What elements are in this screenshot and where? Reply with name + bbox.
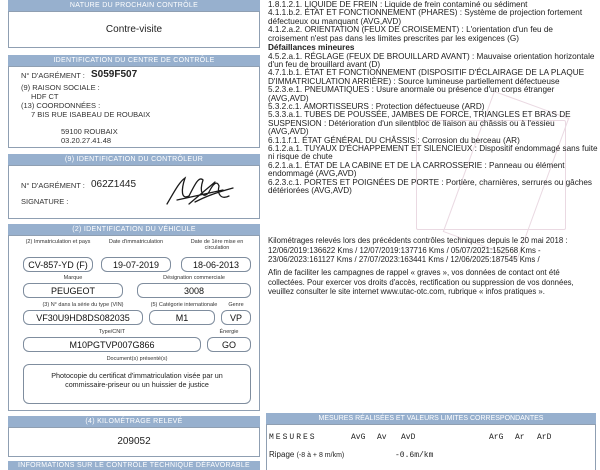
centre-raison-label: (9) RAISON SOCIALE : bbox=[21, 83, 100, 92]
controleur-signature-label: SIGNATURE : bbox=[21, 197, 69, 206]
info-line: Afin de faciliter les campagnes de rappel « graves », vos données de contact ont été bbox=[268, 268, 560, 277]
minor-title: Défaillances mineures bbox=[268, 43, 355, 52]
centre-city: 59100 ROUBAIX bbox=[61, 127, 118, 136]
ripage-label bbox=[269, 450, 344, 459]
defect-text: ÉTAT ET FONCTIONNEMENT (PHARES) : Système de projection fortement bbox=[304, 8, 583, 18]
col-ard: ArD bbox=[537, 433, 552, 442]
centre-agrement-value: S059F507 bbox=[91, 69, 138, 80]
centre-address: 7 BIS RUE ISABEAU DE ROUBAIX bbox=[31, 110, 151, 119]
defect-text: détériorées (AVG,AVD) bbox=[268, 185, 352, 195]
immat-field: CV-857-YD (F) bbox=[23, 257, 93, 272]
measures-title: MESURES bbox=[269, 433, 317, 442]
info-line: veuillez consulter le site internet www.utac-otc.com, rubrique « infos pratiques ». bbox=[268, 287, 545, 297]
categorie-field: M1 bbox=[149, 310, 215, 325]
km-value: 209052 bbox=[117, 436, 151, 447]
defect-code: 5.3.3.a.1. bbox=[268, 110, 303, 120]
defect-text: d'un feu de brouillard avant (D) bbox=[268, 59, 381, 69]
defect-text: défectueux ou manquant (AVG,AVD) bbox=[268, 16, 402, 26]
ripage-label-text: Ripage bbox=[269, 450, 295, 459]
col-av: Av bbox=[377, 433, 387, 442]
genre-field: VP bbox=[221, 310, 251, 325]
documents-label: Document(s) présenté(s) bbox=[106, 356, 168, 362]
info-paragraph bbox=[268, 268, 590, 297]
defect-text: TUYAUX D'ÉCHAPPEMENT ET SILENCIEUX : Dispositif endommagé sans fuite bbox=[304, 143, 598, 153]
defect-code: 6.2.3.c.1. bbox=[268, 177, 302, 187]
type-field: M10PGTVP007G866 bbox=[23, 337, 201, 352]
ripage-limits: (-8 à + 8 m/km) bbox=[296, 452, 345, 459]
vehicule-header: (2) IDENTIFICATION DU VÉHICULE bbox=[8, 224, 260, 235]
measures-header: MESURES RÉALISÉES ET VALEURS LIMITES CORRESPONDANTES bbox=[266, 413, 596, 424]
defect-text: SUSPENSION : Détérioration d'un silentbloc de liaison au châssis ou à l'essieu bbox=[268, 118, 555, 128]
defect-text: ÉTAT DE LA CABINE ET DE LA CARROSSERIE : Panneau ou élément bbox=[304, 160, 565, 170]
immat-label: (2) Immatriculation et pays bbox=[25, 239, 91, 245]
col-ar: Ar bbox=[515, 433, 525, 442]
col-avd: AvD bbox=[401, 433, 416, 442]
km-box bbox=[8, 427, 260, 457]
next-visit-value: Contre-visite bbox=[105, 24, 163, 35]
defect-text: D'IMMATRICULATION ARRIÈRE) : Source lumineuse partiellement défectueuse bbox=[268, 76, 560, 86]
defect-code: 1.8.1.2.1. bbox=[268, 0, 303, 9]
next-visit-header: NATURE DU PROCHAIN CONTRÔLE bbox=[8, 0, 260, 11]
defect-text: RÉGLAGE (FEUX DE BROUILLARD AVANT) : Mauvaise orientation horizontale bbox=[304, 51, 595, 61]
controleur-header: (9) IDENTIFICATION DU CONTRÔLEUR bbox=[8, 154, 260, 165]
defect-code: 6.1.2.a.1. bbox=[268, 143, 303, 153]
defect-code: 5.2.3.e.1. bbox=[268, 85, 303, 95]
defect-text: AMORTISSEURS : Protection défectueuse (ARD) bbox=[303, 101, 485, 111]
km-history bbox=[268, 236, 590, 265]
right-column bbox=[266, 0, 600, 470]
col-avg: AvG bbox=[351, 433, 366, 442]
energie-label: Énergie bbox=[219, 329, 239, 335]
measures-box bbox=[266, 424, 596, 470]
left-column bbox=[8, 0, 260, 470]
energie-field: GO bbox=[207, 337, 251, 352]
defect-text: ni risque de chute bbox=[268, 152, 333, 162]
defect-code: 6.1.1.f.1. bbox=[268, 135, 300, 145]
defect-text: ORIENTATION (FEUX DE CROISEMENT) : L'orientation d'un feu de bbox=[304, 25, 553, 35]
immat-date-label: Date d'immatriculation bbox=[108, 239, 164, 245]
defect-text: ÉTAT ET FONCTIONNEMENT (DISPOSITIF D'ÉCLAIRAGE DE LA PLAQUE bbox=[304, 68, 585, 78]
controleur-agrement-value: 062Z1445 bbox=[91, 179, 137, 190]
km-history-line: 23/06/2023:161127 Kms / 27/07/2023:163441 Kms / 12/06/2025:187545 Kms / bbox=[268, 255, 540, 265]
ripage-value: -0.6m/km bbox=[395, 451, 434, 460]
defect-text: (AVG,AVD) bbox=[268, 127, 309, 137]
centre-header: IDENTIFICATION DU CENTRE DE CONTRÔLE bbox=[8, 55, 260, 66]
defect-text: endommagé (AVG,AVD) bbox=[268, 169, 357, 179]
documents-field: Photocopie du certificat d'immatriculation visée par un commissaire-priseur ou un huissier de justice bbox=[23, 364, 251, 404]
immat-date-field: 19-07-2019 bbox=[101, 257, 171, 272]
vehicule-box bbox=[8, 235, 260, 411]
defect-text: PORTES ET POIGNÉES DE PORTE : Portière, charnières, serrures ou gâches bbox=[303, 177, 593, 187]
defect-line bbox=[268, 34, 519, 44]
defect-code: 4.5.2.a.1. bbox=[268, 51, 303, 61]
defect-line bbox=[268, 85, 554, 95]
next-visit-box bbox=[8, 11, 260, 48]
info-line: collectées. Pour exercer vos droits d'accès, rectification ou suppression de vos données, bbox=[268, 277, 574, 287]
designation-field: 3008 bbox=[137, 283, 251, 298]
centre-raison-value: HDF CT bbox=[31, 92, 59, 101]
defect-code: 6.2.1.a.1. bbox=[268, 160, 303, 170]
defect-text: PNEUMATIQUES : Usure anormale ou présence d'un corps étranger bbox=[304, 85, 555, 95]
km-header: (4) KILOMÉTRAGE RELEVÉ bbox=[8, 416, 260, 427]
controleur-agrement-label: N° D'AGRÉMENT : bbox=[21, 181, 85, 190]
centre-agrement-label: N° D'AGRÉMENT : bbox=[21, 71, 85, 80]
km-history-line: Kilométrages relevés lors des précédents contrôles techniques depuis le 20 mai 2018 : bbox=[268, 236, 568, 245]
defect-line bbox=[268, 119, 555, 129]
centre-phone: 03.20.27.41.48 bbox=[61, 136, 112, 145]
defect-code: 4.1.2.a.2. bbox=[268, 25, 303, 35]
defect-text: croisement n'est pas dans les limites prescrites par les exigences (G) bbox=[268, 33, 519, 43]
first-date-label: Date de 1ère mise en circulation bbox=[190, 239, 244, 251]
vin-field: VF30U9HD8DS082035 bbox=[23, 310, 143, 325]
type-label: Type/CNIT bbox=[98, 329, 126, 335]
defect-line bbox=[268, 186, 352, 196]
defect-code: 4.1.1.b.2. bbox=[268, 8, 303, 18]
defect-text: ÉTAT GÉNÉRAL DU CHÂSSIS : Corrosion du berceau (AR) bbox=[302, 135, 520, 145]
col-arg: ArG bbox=[489, 433, 504, 442]
defect-text: LIQUIDE DE FREIN : Liquide de frein contaminé ou sédiment bbox=[304, 0, 528, 9]
footer-left-header: INFORMATIONS SUR LE CONTRÔLE TECHNIQUE DÉFAVORABLE bbox=[8, 461, 260, 470]
marque-field: PEUGEOT bbox=[23, 283, 123, 298]
centre-coord-label: (13) COORDONNÉES : bbox=[21, 101, 101, 110]
categorie-label: (5) Catégorie internationale bbox=[150, 302, 218, 308]
vin-label: (3) N° dans la série du type (VIN) bbox=[42, 302, 124, 308]
defect-code: 5.3.2.c.1. bbox=[268, 101, 302, 111]
centre-box bbox=[8, 66, 260, 148]
genre-label: Genre bbox=[228, 302, 244, 308]
controleur-box bbox=[8, 165, 260, 219]
marque-label: Marque bbox=[63, 275, 83, 281]
defect-text: TUBES DE POUSSÉE, JAMBES DE FORCE, TRIANGLES ET BRAS DE bbox=[304, 110, 571, 120]
defect-text: (AVG,AVD) bbox=[268, 93, 309, 103]
defect-code: 4.7.1.b.1. bbox=[268, 68, 303, 78]
first-date-field: 18-06-2013 bbox=[181, 257, 251, 272]
signature-scribble bbox=[159, 170, 239, 212]
designation-label: Désignation commerciale bbox=[163, 275, 225, 281]
km-history-line: 12/06/2019:136622 Kms / 12/07/2019:137716 Kms / 05/07/2021:152568 Kms - bbox=[268, 245, 541, 255]
